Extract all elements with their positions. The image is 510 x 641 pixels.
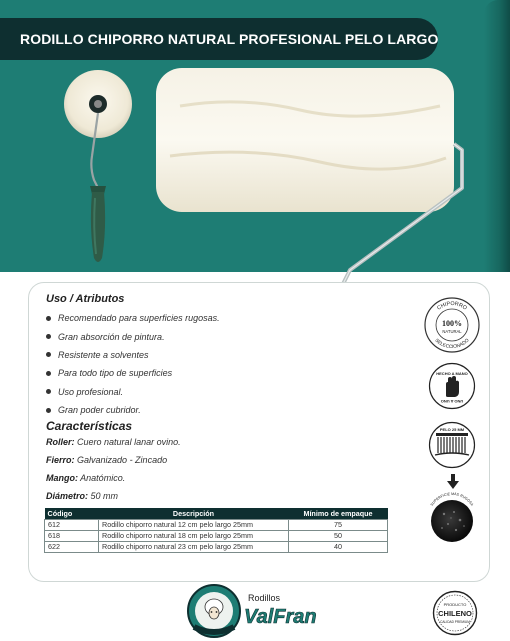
chiporro-seal-icon (423, 296, 481, 354)
bullet-icon (46, 334, 51, 339)
cell-minimo: 75 (289, 519, 388, 530)
hand-made-bottom: UNO A UNO (440, 399, 464, 404)
producto-chileno-seal-icon (432, 590, 478, 636)
cell-minimo: 40 (289, 541, 388, 552)
cell-descripcion: Rodillo chiporro natural 23 cm pelo largo 25mm (99, 541, 289, 552)
table-row (45, 541, 388, 552)
brand-big: ValFran (244, 606, 317, 628)
table-row (45, 519, 388, 530)
brand-small: Rodillos (248, 593, 281, 603)
chileno-top: PRODUCTO (443, 602, 467, 607)
cell-descripcion: Rodillo chiporro natural 12 cm pelo largo 25mm (99, 519, 289, 530)
bullet-icon (46, 352, 51, 357)
bullet-icon (46, 371, 51, 376)
uso-list (46, 309, 220, 419)
table-row (45, 530, 388, 541)
chiporro-seal-bottom: SELECCIONADO (433, 338, 471, 351)
pile-length-icon (428, 421, 476, 469)
bullet-icon (46, 408, 51, 413)
hand-made-icon (428, 362, 476, 410)
col-minimo: Mínimo de empaque (289, 508, 388, 519)
list-item: Resistente a solventes (46, 346, 220, 364)
cell-codigo: 618 (45, 530, 99, 541)
arrow-down-icon (446, 474, 460, 490)
list-item: Recomendado para superficies rugosas. (46, 309, 220, 327)
bullet-icon (46, 389, 51, 394)
pile-length-label: PELO 25 MM (439, 427, 465, 432)
rough-surface-icon (424, 490, 480, 546)
chileno-mid: CHILENO (438, 609, 472, 618)
col-codigo: Código (45, 508, 99, 519)
col-descripcion: Descripción (99, 508, 289, 519)
valfran-logo (186, 583, 326, 639)
list-item: Gran absorción de pintura. (46, 327, 220, 345)
cell-minimo: 50 (289, 530, 388, 541)
spec-mango: Mango: Anatómico. (46, 473, 126, 483)
list-item: Gran poder cubridor. (46, 401, 220, 419)
bullet-icon (46, 316, 51, 321)
small-roller-image (60, 68, 140, 268)
caracteristicas-title: Características (46, 419, 133, 433)
rough-surface-label: SUPERFICIE MÁS RUGOSA (429, 491, 475, 507)
chiporro-seal-center: 100% (442, 319, 462, 328)
spec-roller: Roller: Cuero natural lanar ovino. (46, 437, 181, 447)
title-bar (0, 18, 438, 60)
cell-codigo: 612 (45, 519, 99, 530)
list-item: Para todo tipo de superficies (46, 364, 220, 382)
spec-fierro: Fierro: Galvanizado - Zincado (46, 455, 168, 465)
product-table (44, 508, 388, 553)
table-header-row (45, 508, 388, 519)
hero-edge (484, 0, 510, 272)
page-title: RODILLO CHIPORRO NATURAL PROFESIONAL PELO LARGO (20, 31, 439, 47)
chileno-bottom: CALIDAD PREMIUM (440, 620, 470, 624)
chiporro-seal-top: CHIPORRO (436, 300, 468, 312)
spec-diametro: Diámetro: 50 mm (46, 491, 119, 501)
hand-made-top: HECHO A MANO (436, 371, 468, 376)
cell-codigo: 622 (45, 541, 99, 552)
chiporro-seal-center2: NATURAL (442, 329, 462, 334)
uso-title: Uso / Atributos (46, 293, 125, 305)
list-item: Uso profesional. (46, 383, 220, 401)
cell-descripcion: Rodillo chiporro natural 18 cm pelo largo 25mm (99, 530, 289, 541)
